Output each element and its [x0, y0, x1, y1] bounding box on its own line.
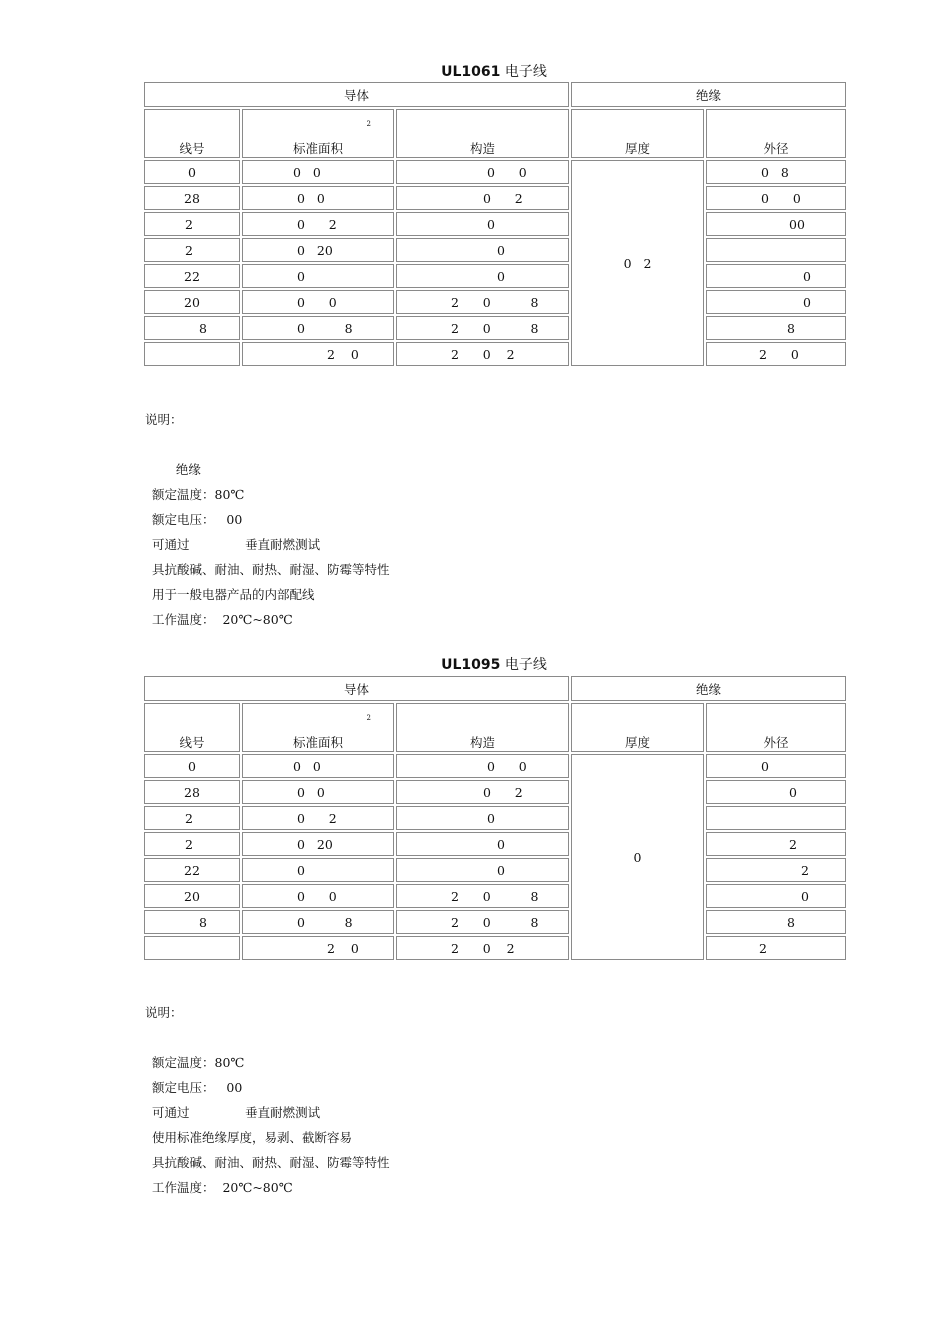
- cell-structure: 0 2: [396, 186, 569, 210]
- note-line: 使用标准绝缘厚度，易剥、截断容易: [152, 1130, 353, 1145]
- table-row: [144, 238, 846, 262]
- cell-od: 0: [706, 290, 846, 314]
- spec-table-ul1061: [142, 80, 848, 368]
- table-row: [144, 936, 846, 960]
- cell-gauge: 22: [144, 264, 240, 288]
- note-line: 绝缘: [152, 462, 201, 477]
- col-area: [242, 109, 394, 158]
- cell-gauge: 28: [144, 186, 240, 210]
- cell-gauge: 20: [144, 290, 240, 314]
- cell-od: 2: [706, 832, 846, 856]
- cell-area: 0 8: [242, 910, 394, 934]
- col-structure: 构造: [396, 109, 569, 158]
- cell-area: 0 0: [242, 754, 394, 778]
- table-row: [144, 186, 846, 210]
- table-row: [144, 754, 846, 778]
- table-row: [144, 910, 846, 934]
- header-conductor: 导体: [144, 676, 569, 701]
- note-line: 可通过 垂直耐燃测试: [152, 1105, 321, 1120]
- section-title: [142, 61, 846, 81]
- table-row: [144, 832, 846, 856]
- note-line: 具抗酸碱、耐油、耐热、耐湿、防霉等特性: [152, 1155, 390, 1170]
- cell-od: [706, 238, 846, 262]
- note-line: 工作温度： 20℃~80℃: [152, 1180, 293, 1195]
- cell-area: 0 20: [242, 238, 394, 262]
- cell-structure: 0 0: [396, 160, 569, 184]
- cell-area: 0 0: [242, 884, 394, 908]
- cell-gauge: 2: [144, 212, 240, 236]
- cell-structure: 0: [396, 238, 569, 262]
- notes-spacer: [145, 1025, 390, 1050]
- cell-gauge: 2: [144, 238, 240, 262]
- table-row: [144, 160, 846, 184]
- title-model: UL1061: [441, 64, 501, 80]
- cell-structure: 2 0 8: [396, 290, 569, 314]
- cell-gauge: 2: [144, 832, 240, 856]
- table-row: [144, 806, 846, 830]
- area-unit-superscript: 2: [366, 120, 371, 128]
- cell-od: 8: [706, 910, 846, 934]
- cell-structure: 0: [396, 832, 569, 856]
- cell-od: 8: [706, 316, 846, 340]
- title-suffix: 电子线: [504, 64, 547, 80]
- cell-area: 0: [242, 264, 394, 288]
- cell-od: 0 8: [706, 160, 846, 184]
- note-line: 额定电压： 00: [152, 512, 243, 527]
- cell-od: [706, 806, 846, 830]
- col-gauge: 线号: [144, 109, 240, 158]
- cell-gauge: 22: [144, 858, 240, 882]
- col-outer-diameter: 外径: [706, 703, 846, 752]
- cell-area: 0 20: [242, 832, 394, 856]
- note-line: 可通过 垂直耐燃测试: [152, 537, 321, 552]
- cell-area: 0 2: [242, 212, 394, 236]
- cell-area: 2 0: [242, 342, 394, 366]
- spec-table-ul1095: [142, 674, 848, 962]
- col-thickness: 厚度: [571, 109, 704, 158]
- table-row: [144, 342, 846, 366]
- title-model: UL1095: [441, 657, 501, 673]
- cell-gauge: 8: [144, 316, 240, 340]
- cell-od: 2: [706, 936, 846, 960]
- cell-gauge: [144, 342, 240, 366]
- note-line: 用于一般电器产品的内部配线: [152, 587, 315, 602]
- cell-area: 0 2: [242, 806, 394, 830]
- cell-gauge: 0: [144, 754, 240, 778]
- table-row: [144, 858, 846, 882]
- cell-gauge: 2: [144, 806, 240, 830]
- cell-structure: 2 0 8: [396, 316, 569, 340]
- area-unit-superscript: 2: [366, 714, 371, 722]
- table-row: [144, 212, 846, 236]
- cell-od: 0: [706, 754, 846, 778]
- table-row: [144, 290, 846, 314]
- cell-gauge: [144, 936, 240, 960]
- col-gauge: 线号: [144, 703, 240, 752]
- col-thickness: 厚度: [571, 703, 704, 752]
- cell-structure: 0: [396, 806, 569, 830]
- table-row: [144, 264, 846, 288]
- note-line: 额定温度：80℃: [152, 1055, 245, 1070]
- notes-ul1061: [145, 407, 390, 632]
- col-outer-diameter: 外径: [706, 109, 846, 158]
- cell-od: 0: [706, 884, 846, 908]
- note-line: 额定电压： 00: [152, 1080, 243, 1095]
- cell-gauge: 8: [144, 910, 240, 934]
- cell-od: 2: [706, 858, 846, 882]
- cell-structure: 0 2: [396, 780, 569, 804]
- cell-structure: 0 0: [396, 754, 569, 778]
- notes-ul1095: [145, 1000, 390, 1200]
- cell-area: 2 0: [242, 936, 394, 960]
- cell-od: 2 0: [706, 342, 846, 366]
- col-structure: 构造: [396, 703, 569, 752]
- header-conductor: 导体: [144, 82, 569, 107]
- cell-area: 0 8: [242, 316, 394, 340]
- col-area-label: 标准面积: [292, 141, 343, 156]
- cell-structure: 0: [396, 264, 569, 288]
- cell-area: 0 0: [242, 780, 394, 804]
- note-line: 工作温度： 20℃~80℃: [152, 612, 293, 627]
- section-title: [142, 654, 846, 674]
- cell-od: 00: [706, 212, 846, 236]
- cell-structure: 2 0 2: [396, 342, 569, 366]
- cell-gauge: 28: [144, 780, 240, 804]
- notes-label: 说明：: [145, 1005, 183, 1020]
- cell-od: 0: [706, 780, 846, 804]
- cell-structure: 2 0 8: [396, 910, 569, 934]
- table-row: [144, 316, 846, 340]
- col-area: [242, 703, 394, 752]
- header-insulation: 绝缘: [571, 676, 846, 701]
- cell-structure: 2 0 8: [396, 884, 569, 908]
- table-row: [144, 780, 846, 804]
- cell-structure: 0: [396, 212, 569, 236]
- notes-label: 说明：: [145, 412, 183, 427]
- cell-gauge: 20: [144, 884, 240, 908]
- cell-thickness: 0: [571, 754, 704, 960]
- note-line: 额定温度：80℃: [152, 487, 245, 502]
- cell-structure: 2 0 2: [396, 936, 569, 960]
- note-line: 具抗酸碱、耐油、耐热、耐湿、防霉等特性: [152, 562, 390, 577]
- cell-area: 0 0: [242, 160, 394, 184]
- cell-structure: 0: [396, 858, 569, 882]
- cell-area: 0 0: [242, 290, 394, 314]
- cell-area: 0 0: [242, 186, 394, 210]
- cell-area: 0: [242, 858, 394, 882]
- cell-od: 0: [706, 264, 846, 288]
- cell-gauge: 0: [144, 160, 240, 184]
- notes-spacer: [145, 432, 390, 457]
- header-insulation: 绝缘: [571, 82, 846, 107]
- cell-od: 0 0: [706, 186, 846, 210]
- col-area-label: 标准面积: [292, 735, 343, 750]
- title-suffix: 电子线: [504, 657, 547, 673]
- cell-thickness: 0 2: [571, 160, 704, 366]
- table-row: [144, 884, 846, 908]
